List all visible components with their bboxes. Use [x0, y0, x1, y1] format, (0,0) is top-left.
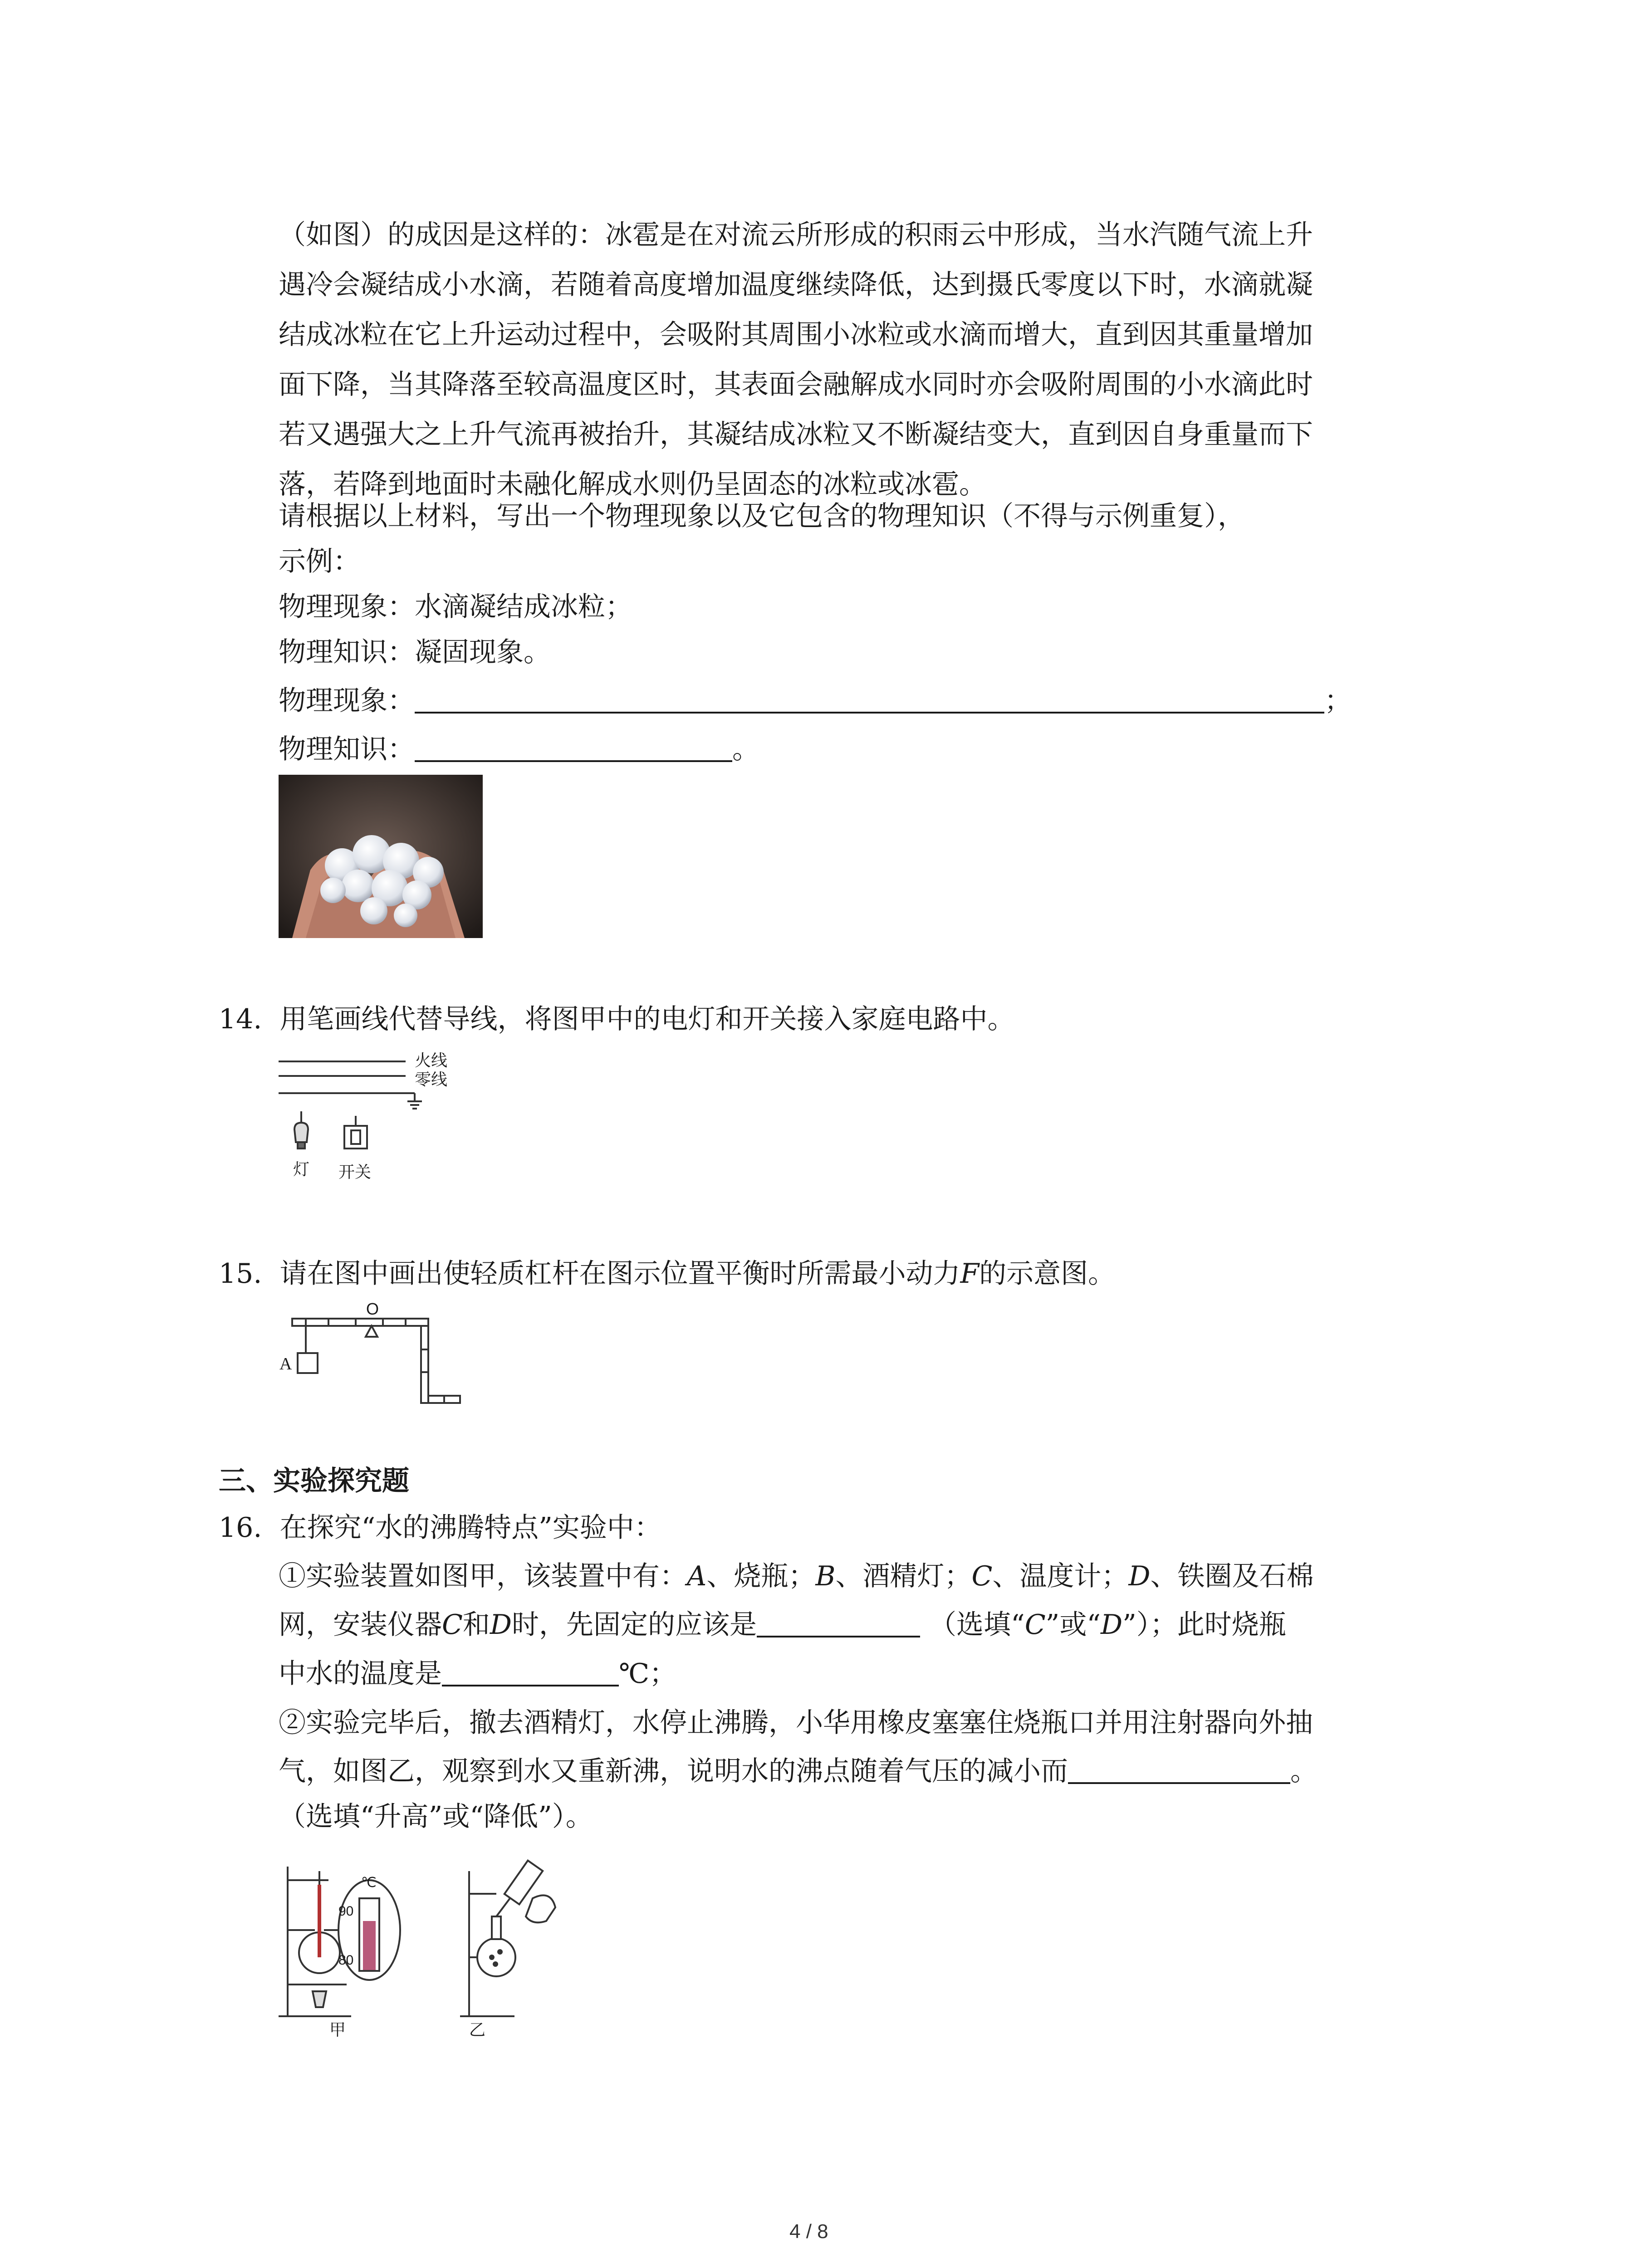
q15-text-a: 请在图中画出使轻质杠杆在图示位置平衡时所需最小动力 [279, 1258, 960, 1290]
q16-p1-l1-C: C [971, 1560, 993, 1592]
q16-p2-l2-b: 。 [1290, 1755, 1318, 1787]
q16-p1-line3 [279, 1656, 676, 1692]
q14-text: 用笔画线代替导线，将图甲中的电灯和开关接入家庭电路中。 [279, 1003, 1015, 1035]
q15-force-symbol: F [960, 1258, 980, 1290]
q16-intro: 在探究“水的沸腾特点”实验中： [279, 1512, 661, 1544]
q16-p1-l1-b: 、烧瓶； [706, 1560, 816, 1592]
q14-row [219, 1001, 1015, 1037]
boiling-experiment-figure [279, 1853, 614, 2039]
q16-p1-l1-e: 、铁圈及石棉 [1150, 1560, 1314, 1592]
q13-example-knowledge: 物理知识：凝固现象。 [279, 636, 551, 668]
q16-p1-l1-A: A [687, 1560, 707, 1592]
thermometer-80-label: 80 [338, 1953, 354, 1968]
boiling-point-answer-blank[interactable] [1068, 1755, 1290, 1784]
q16-p1-l3-a: 中水的温度是 [279, 1658, 442, 1690]
q16-p1-line1 [279, 1558, 1313, 1594]
q16-p1-l1-d: 、温度计； [992, 1560, 1129, 1592]
q15-row [219, 1256, 1115, 1292]
section-3-title: 三、实验探究题 [219, 1465, 409, 1497]
q13-knowledge-row [279, 731, 759, 767]
q16-p1-l2-D2: D [1101, 1609, 1123, 1641]
thermometer-90-label: 90 [338, 1904, 354, 1919]
q13-line-2: 遇冷会凝结成小水滴，若随着高度增加温度继续降低，达到摄氏零度以下时，水滴就凝 [279, 269, 1313, 301]
fulcrum-o-label: O [366, 1300, 379, 1318]
q16-row [219, 1510, 661, 1546]
q16-p1-l2-b: 和 [462, 1609, 490, 1641]
q16-p1-line2 [279, 1607, 1286, 1643]
q13-instruction: 请根据以上材料，写出一个物理现象以及它包含的物理知识（不得与示例重复）， [279, 500, 1245, 532]
q16-p1-l2-C: C [442, 1609, 463, 1641]
figure-yi-label: 乙 [469, 2020, 486, 2039]
q16-p2-line2 [279, 1753, 1318, 1789]
q16-p1-l1-c: 、酒精灯； [835, 1560, 972, 1592]
q16-p1-l2-a: 网，安装仪器 [279, 1609, 442, 1641]
q13-line-6: 落，若降到地面时未融化解成水则仍呈固态的冰粒或冰雹。 [279, 469, 986, 500]
q13-phenomenon-row [279, 683, 1352, 719]
q13-example-phenomenon: 物理现象：水滴凝结成冰粒； [279, 591, 632, 623]
temperature-answer-blank[interactable] [442, 1657, 619, 1686]
fix-first-answer-blank[interactable] [757, 1608, 920, 1637]
q15-text-b: 的示意图。 [979, 1258, 1116, 1290]
q16-number: 16. [219, 1512, 262, 1544]
knowledge-end: 。 [732, 733, 759, 765]
q16-p1-l1-a: ①实验装置如图甲，该装置中有： [279, 1560, 687, 1592]
q13-line-1: （如图）的成因是这样的：冰雹是在对流云所形成的积雨云中形成，当水汽随气流上升 [279, 219, 1313, 251]
q16-p1-l1-B: B [815, 1560, 836, 1592]
q16-p1-l3-b: ℃； [619, 1658, 677, 1690]
q16-p1-l1-D: D [1128, 1560, 1151, 1592]
hailstones-photo [279, 775, 483, 938]
phenomenon-end: ； [1324, 685, 1352, 717]
boiling-apparatus-drawing [279, 1853, 614, 2039]
page-number: 4 / 8 [789, 2220, 828, 2243]
q13-example-label: 示例： [279, 546, 360, 577]
figure-jia-label: 甲 [329, 2020, 346, 2039]
q16-p1-l2-e: ”或“ [1045, 1609, 1101, 1641]
q16-p1-l2-c: 时，先固定的应该是 [512, 1609, 757, 1641]
circuit-figure [279, 1048, 469, 1202]
thermometer-unit-label: ℃ [361, 1875, 377, 1890]
q16-p2-line1: ②实验完毕后，撤去酒精灯，水停止沸腾，小华用橡皮塞塞住烧瓶口并用注射器向外抽 [279, 1707, 1313, 1739]
knowledge-label: 物理知识： [279, 733, 415, 765]
q16-p1-l2-C2: C [1024, 1609, 1046, 1641]
live-wire-label: 火线 [415, 1051, 448, 1070]
q16-p2-l2-a: 气，如图乙，观察到水又重新沸，说明水的沸点随着气压的减小而 [279, 1755, 1068, 1787]
phenomenon-label: 物理现象： [279, 685, 415, 717]
q13-line-3: 结成冰粒在它上升运动过程中，会吸附其周围小冰粒或水滴而增大，直到因其重量增加 [279, 319, 1313, 351]
q16-p1-l2-d: （选填“ [929, 1609, 1025, 1641]
q13-line-4: 面下降，当其降落至较高温度区时，其表面会融解成水同时亦会吸附周围的小水滴此时 [279, 369, 1313, 401]
switch-label: 开关 [338, 1163, 372, 1181]
q16-p1-l2-f: ”）；此时烧瓶 [1122, 1609, 1286, 1641]
q14-number: 14. [219, 1003, 262, 1035]
lever-figure [279, 1300, 469, 1408]
neutral-wire-label: 零线 [415, 1070, 448, 1089]
q16-p2-line3: （选填“升高”或“降低”）。 [279, 1801, 593, 1833]
phenomenon-answer-blank[interactable] [415, 684, 1324, 714]
point-a-label: A [279, 1354, 292, 1374]
q16-p1-l2-D: D [490, 1609, 512, 1641]
knowledge-answer-blank[interactable] [415, 733, 732, 762]
q15-number: 15. [219, 1258, 262, 1290]
q13-line-5: 若又遇强大之上升气流再被抬升，其凝结成冰粒又不断凝结变大，直到因自身重量而下 [279, 419, 1313, 450]
lamp-label: 灯 [293, 1160, 310, 1178]
